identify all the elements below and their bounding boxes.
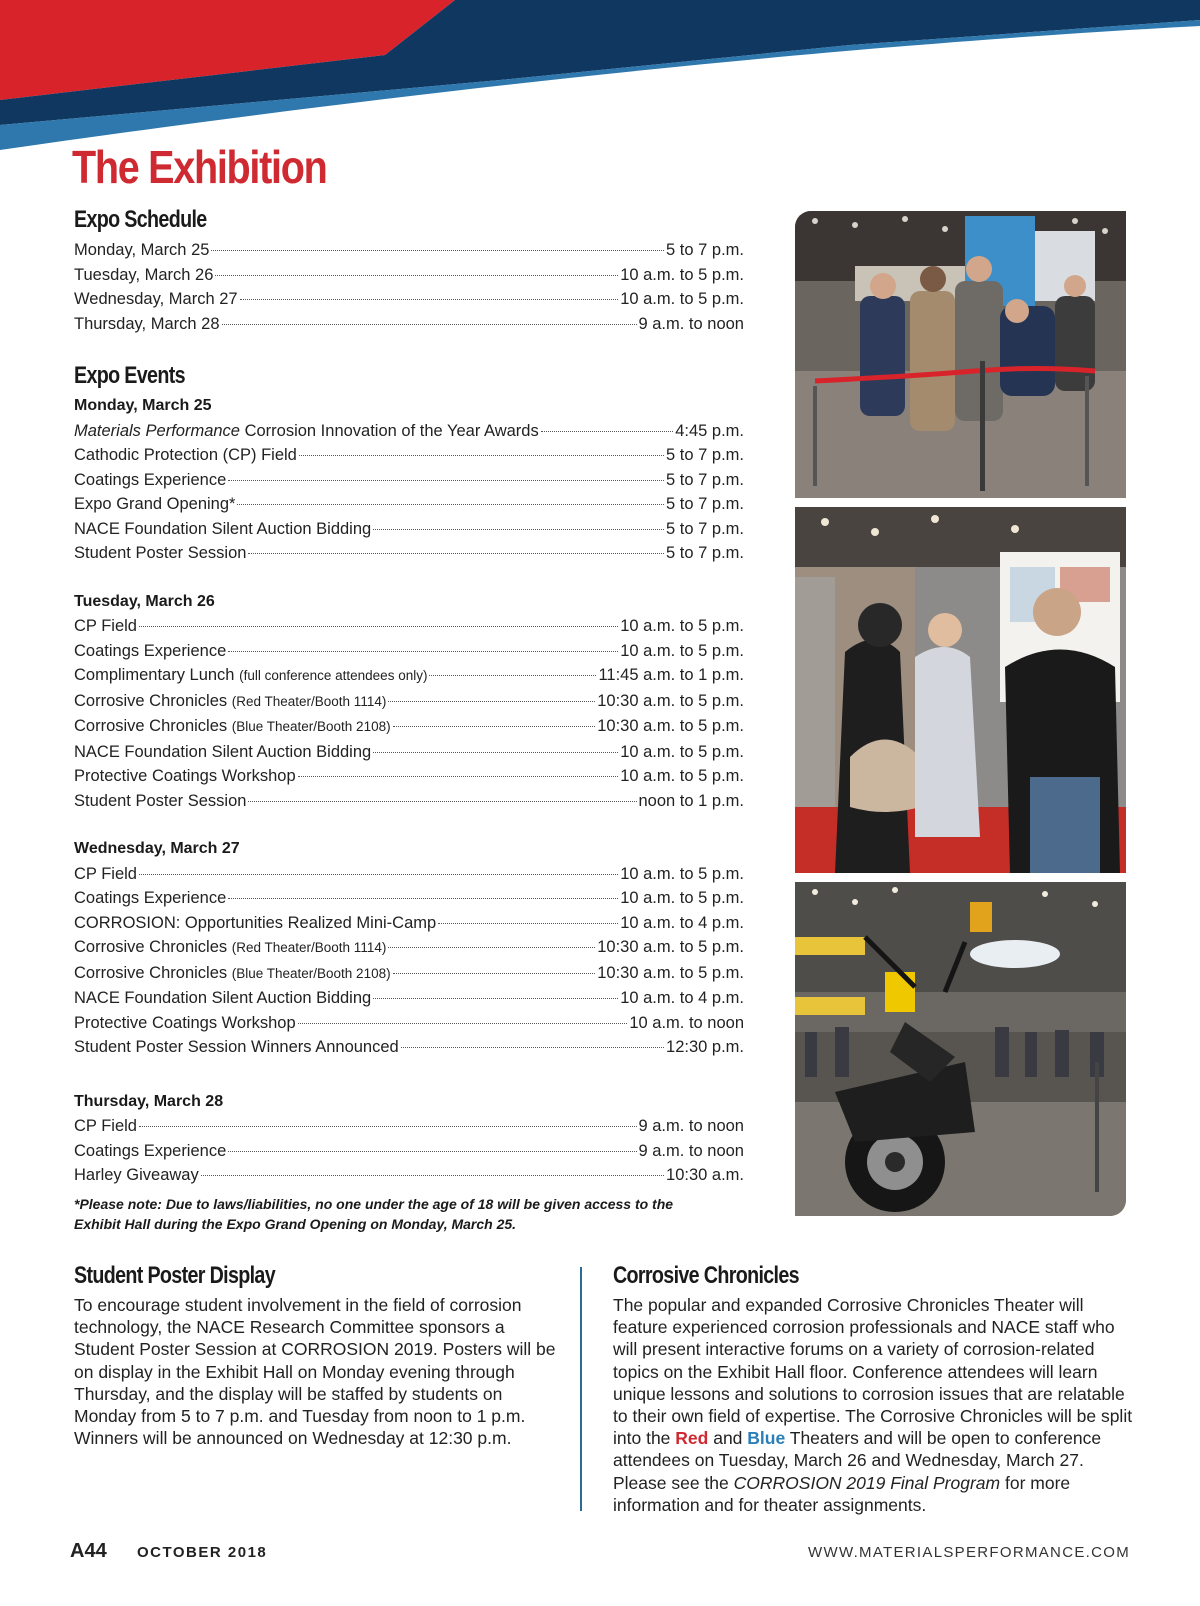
row-label [74,935,386,961]
row-time: 10 a.m. to noon [629,1013,744,1032]
leader-dots [240,299,619,300]
leader-dots [222,324,637,325]
leader-dots [373,752,618,753]
page-title: The Exhibition [72,141,327,193]
row-label: CP Field [74,1117,137,1135]
label-text: Corrosion Innovation of the Year Awards [239,421,539,440]
leader-dots [237,504,664,505]
event-row [74,789,744,814]
leader-dots [388,947,595,948]
event-row [74,541,744,566]
chronicles-text: and [708,1428,748,1449]
website-url: WWW.MATERIALSPERFORMANCE.COM [808,1544,1130,1561]
event-row [74,1114,744,1139]
label-text: Corrosive Chronicles [74,938,228,956]
row-label: Protective Coatings Workshop [74,1013,296,1032]
event-row [74,663,744,689]
row-time: 5 to 7 p.m. [666,446,744,464]
leader-dots [401,1047,664,1048]
event-row [74,911,744,936]
poster-session-photo [795,507,1126,873]
photo-column [795,211,1126,1221]
leader-dots [228,1151,636,1152]
row-label: Monday, March 25 [74,241,210,259]
page-number: A44 [70,1540,107,1562]
leader-dots [201,1175,664,1176]
row-time: 5 to 7 p.m. [666,495,744,513]
label-text: Complimentary Lunch [74,666,235,684]
label-note: (Blue Theater/Booth 2108) [231,965,391,981]
student-poster-heading: Student Poster Display [74,1262,276,1289]
event-row [74,886,744,911]
row-time: 10:30 a.m. to 5 p.m. [597,691,744,710]
label-text: Corrosive Chronicles [74,691,228,710]
row-label: Coatings Experience [74,889,227,907]
chronicles-text: The popular and expanded Corrosive Chronicles Theater will feature experienced corrosion professionals and NACE staff who will present interactive forums on a variety of corrosion-related topics on the Exhibit Hall floor. Conference attendees will learn unique lessons and solutions to corrosion issues that are relatable to their own field of expertise. The Corrosive Chronicles will be split into the [613,1295,1133,1449]
row-time: 10:30 a.m. [666,1166,744,1184]
leader-dots [139,626,618,627]
event-row [74,935,744,961]
page-footer [70,1540,1130,1570]
row-time: 10 a.m. to 5 p.m. [620,641,744,660]
italic-title: Materials Performance [74,421,240,440]
label-text: Corrosive Chronicles [74,963,228,982]
row-time: 10 a.m. to 5 p.m. [620,617,744,635]
label-note: (Red Theater/Booth 1114) [231,940,387,955]
label-note: (full conference attendees only) [239,668,428,683]
leader-dots [298,776,619,777]
leader-dots [298,1023,628,1024]
event-row [74,1139,744,1164]
event-row [74,1035,744,1060]
row-time: 10:30 a.m. to 5 p.m. [597,938,744,956]
row-label: NACE Foundation Silent Auction Bidding [74,989,372,1007]
row-time: 5 to 7 p.m. [666,544,744,562]
schedule-row [74,238,744,263]
schedule-column [74,206,744,1234]
leader-dots [388,701,595,702]
student-poster-body: To encourage student involvement in the field of corrosion technology, the NACE Research Committee sponsors a Student Poster Session at CORROSION 2019. Posters will be on display in the Exhibit Hall on Monday evening through Thursday, and the display will be staffed by students on Monday from 5 to 7 p.m. and Tuesday from noon to 1 p.m. Winners will be announced on Wednesday at 12:30 p.m. [74,1295,556,1449]
event-row [74,714,744,740]
leader-dots [139,1126,637,1127]
row-time: 10 a.m. to 5 p.m. [620,290,744,308]
row-time: 11:45 a.m. to 1 p.m. [598,666,744,684]
schedule-row [74,263,744,288]
leader-dots [248,801,636,802]
issue-date: OCTOBER 2018 [137,1544,268,1561]
row-label: Student Poster Session [74,791,247,810]
leader-dots [248,553,664,554]
chronicles-heading: Corrosive Chronicles [613,1262,799,1289]
row-label [74,714,391,740]
row-label: NACE Foundation Silent Auction Bidding [74,519,372,538]
row-label [74,961,391,987]
row-label: Coatings Experience [74,641,227,660]
event-row [74,1163,744,1188]
chronicles-text: for more information and for theater assignments. [613,1472,1071,1515]
row-time: 10 a.m. to 5 p.m. [620,864,744,883]
day-heading-thursday: Thursday, March 28 [74,1092,224,1110]
label-note: (Blue Theater/Booth 2108) [231,719,391,734]
event-row [74,764,744,789]
event-row [74,740,744,765]
row-label [74,689,386,715]
event-row [74,689,744,715]
blue-theater-word: Blue [747,1428,786,1449]
row-label [74,419,539,444]
leader-dots [541,431,673,432]
schedule-row [74,312,744,337]
chronicles-body [613,1294,1133,1516]
row-label: Student Poster Session [74,544,247,562]
row-label: Wednesday, March 27 [74,290,238,308]
leader-dots [373,529,664,530]
row-label: Expo Grand Opening* [74,495,236,513]
leader-dots [211,250,664,251]
leader-dots [393,726,596,727]
harley-motorcycle-photo [795,882,1126,1216]
row-time: 9 a.m. to noon [638,1141,744,1160]
row-label: Coatings Experience [74,470,227,489]
row-time: 5 to 7 p.m. [666,470,744,489]
row-label [74,663,427,689]
red-theater-word: Red [675,1428,709,1449]
row-time: 10:30 a.m. to 5 p.m. [597,963,744,982]
leader-dots [373,998,618,999]
event-row [74,419,744,444]
event-row [74,443,744,468]
event-row [74,492,744,517]
event-row [74,862,744,887]
event-row [74,468,744,493]
row-label: Harley Giveaway [74,1166,199,1184]
row-time: 10 a.m. to 5 p.m. [620,889,744,907]
row-time: noon to 1 p.m. [638,791,744,810]
label-note: (Red Theater/Booth 1114) [231,693,387,709]
row-time: 5 to 7 p.m. [666,519,744,538]
leader-dots [228,651,618,652]
corrosive-chronicles-section [613,1262,1133,1516]
ribbon-cutting-photo [795,211,1126,498]
row-label: CP Field [74,864,137,883]
column-divider [580,1267,582,1511]
row-label: Cathodic Protection (CP) Field [74,446,297,464]
event-row [74,1011,744,1036]
label-text: Corrosive Chronicles [74,717,228,735]
row-time: 10 a.m. to 5 p.m. [620,265,744,284]
row-label: Thursday, March 28 [74,314,220,333]
row-time: 10 a.m. to 5 p.m. [620,742,744,761]
day-heading-tuesday: Tuesday, March 26 [74,592,215,610]
row-label: NACE Foundation Silent Auction Bidding [74,742,372,761]
leader-dots [438,923,618,924]
row-time: 4:45 p.m. [675,421,744,440]
leader-dots [215,275,618,276]
event-row [74,614,744,639]
day-heading-wednesday: Wednesday, March 27 [74,840,240,857]
leader-dots [228,480,664,481]
event-row [74,517,744,542]
row-label: CORROSION: Opportunities Realized Mini-Camp [74,913,437,932]
event-row [74,961,744,987]
age-restriction-note: *Please note: Due to laws/liabilities, no one under the age of 18 will be given access to the Exhibit Hall during the Expo Grand Opening on Monday, March 25. [74,1195,674,1232]
row-label: Protective Coatings Workshop [74,767,296,785]
row-time: 10:30 a.m. to 5 p.m. [597,717,744,735]
student-poster-section [74,1262,564,1449]
row-label: Student Poster Session Winners Announced [74,1038,399,1056]
row-label: Tuesday, March 26 [74,265,214,284]
day-heading-monday: Monday, March 25 [74,397,212,414]
row-time: 5 to 7 p.m. [666,241,744,259]
event-row [74,986,744,1011]
expo-schedule-heading: Expo Schedule [74,206,207,233]
event-row [74,639,744,664]
row-time: 10 a.m. to 4 p.m. [620,989,744,1007]
row-label: Coatings Experience [74,1141,227,1160]
row-time: 9 a.m. to noon [638,314,744,333]
schedule-row [74,287,744,312]
header-banner [0,0,1200,150]
row-time: 10 a.m. to 4 p.m. [620,913,744,932]
program-title: CORROSION 2019 Final Program [733,1472,1001,1493]
leader-dots [393,973,596,974]
expo-schedule-list [74,238,744,336]
leader-dots [228,898,618,899]
row-time: 10 a.m. to 5 p.m. [620,767,744,785]
chronicles-text: Theaters and will be open to conference attendees on Tuesday, March 26 and Wednesday, March 27. Please see the [613,1428,1102,1493]
row-time: 9 a.m. to noon [638,1117,744,1135]
row-label: CP Field [74,617,137,635]
leader-dots [429,675,596,676]
leader-dots [139,874,618,875]
row-time: 12:30 p.m. [666,1038,744,1056]
expo-events-heading: Expo Events [74,362,185,389]
leader-dots [299,455,664,456]
